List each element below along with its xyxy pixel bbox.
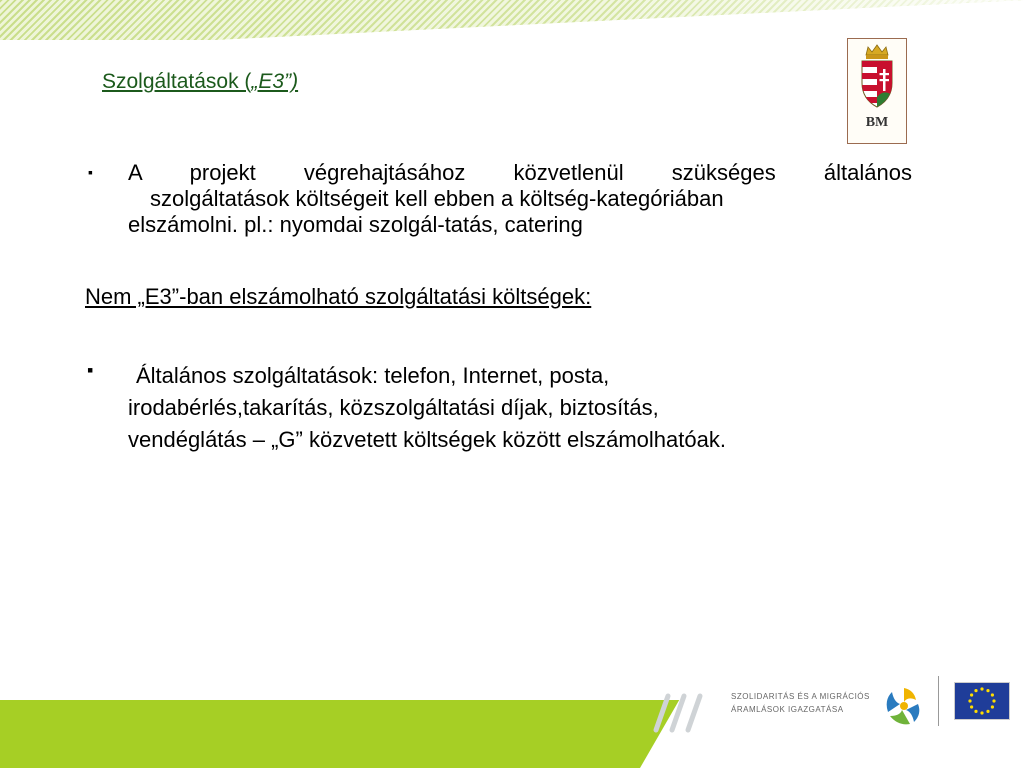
- paragraph-line: A projekt végrehajtásához közvetlenül szükséges általános: [128, 160, 912, 185]
- footer-divider: [938, 676, 939, 726]
- paragraph-line: Általános szolgáltatások: telefon, Internet, posta,: [136, 363, 610, 388]
- bullet-paragraph-2: [128, 360, 928, 456]
- agency-name-line: ÁRAMLÁSOK IGAZGATÁSA: [731, 705, 844, 714]
- ministry-crest-logo: [847, 38, 907, 144]
- agency-name: [731, 690, 881, 716]
- decorative-slashes-icon: [648, 690, 718, 734]
- paragraph-line: elszámolni. pl.: nyomdai szolgál-tatás, catering: [128, 212, 583, 237]
- eu-flag-icon: [954, 682, 1010, 720]
- agency-name-line: SZOLIDARITÁS ÉS A MIGRÁCIÓS: [731, 692, 870, 701]
- coat-of-arms-icon: [848, 41, 906, 115]
- section-heading: Nem „E3”-ban elszámolható szolgáltatási költségek:: [85, 284, 592, 309]
- bullet-marker: ▪: [87, 360, 94, 380]
- bullet-marker: ▪: [88, 164, 93, 180]
- crest-label: BM: [865, 115, 889, 130]
- paragraph-line: szolgáltatások költségeit kell ebben a költség-kategóriában: [150, 186, 724, 211]
- paragraph-line: vendéglátás – „G” közvetett költségek között elszámolhatóak.: [128, 427, 726, 452]
- paragraph-line: irodabérlés,takarítás, közszolgáltatási díjak, biztosítás,: [128, 395, 659, 420]
- slide-title: Szolgáltatások („E3”): [102, 70, 299, 93]
- top-stripe-fade: [0, 0, 1024, 40]
- eu-stars-icon: [955, 683, 1009, 719]
- migration-agency-logo-icon: [882, 684, 926, 728]
- bullet-paragraph-1: [128, 160, 912, 238]
